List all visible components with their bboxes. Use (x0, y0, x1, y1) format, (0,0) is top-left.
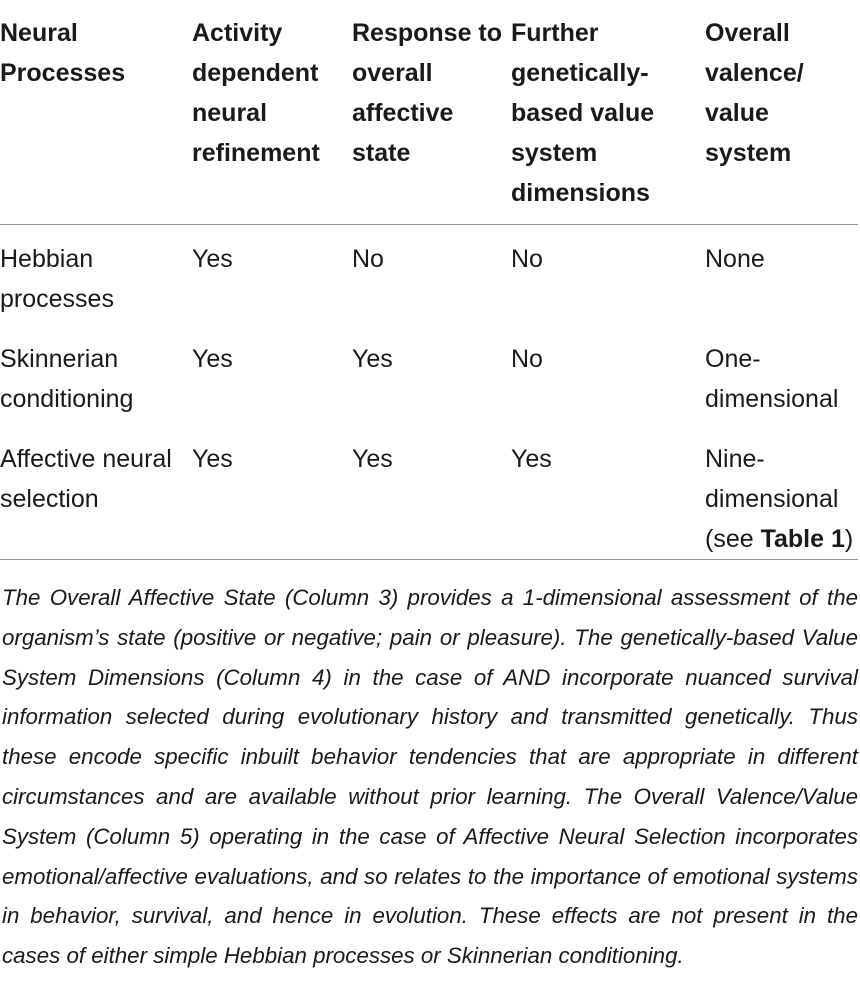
cell-overall: One-dimensional (705, 345, 839, 413)
cell-process: Hebbian processes (0, 245, 114, 313)
table-1-reference-link[interactable]: Table 1 (760, 525, 845, 553)
header-activity-dependent: Activity dependent neural refinement (192, 19, 320, 167)
table-row (0, 325, 858, 425)
table-row (0, 225, 858, 326)
cell-process: Skinnerian conditioning (0, 345, 134, 413)
header-neural-processes: Neural Processes (0, 19, 126, 87)
cell-overall (705, 425, 858, 560)
cell-response: Yes (352, 345, 393, 373)
cell-activity: Yes (192, 445, 233, 473)
cell-further: No (511, 345, 543, 373)
header-further-genetic: Further genetically-based value system dimensions (511, 19, 655, 207)
overall-value: Nine-dimensional (705, 445, 839, 513)
cell-process: Affective neural selection (0, 445, 172, 513)
table-header-row (0, 0, 858, 225)
note-prefix: (see (705, 525, 761, 553)
cell-activity: Yes (192, 245, 233, 273)
cell-overall: None (705, 245, 765, 273)
cell-further: Yes (511, 445, 552, 473)
cell-response: Yes (352, 445, 393, 473)
table-row (0, 425, 858, 560)
cell-activity: Yes (192, 345, 233, 373)
cell-further: No (511, 245, 543, 273)
header-overall-valence: Overall valence/ value system (705, 19, 804, 167)
header-response-affective: Response to overall affective state (352, 19, 503, 167)
table-footnote: The Overall Affective State (Column 3) provides a 1-dimensional assessment of the organism’s state (positive or negative; pain or pleasure). The genetically-based Value System Dimensions (Column 4) in the case of AND incorporate nuanced survival information selected during evolutionary history and transmitted genetically. Thus these encode specific inbuilt behavior tendencies that are appropriate in different circumstances and are available without prior learning. The Overall Valence/Value System (Column 5) operating in the case of Affective Neural Selection incorporates emotional/affective evaluations, and so relates to the importance of emotional systems in behavior, survival, and hence in evolution. These effects are not present in the cases of either simple Hebbian processes or Skinnerian conditioning. (2, 585, 858, 969)
cell-response: No (352, 245, 384, 273)
note-suffix: ) (844, 525, 854, 553)
